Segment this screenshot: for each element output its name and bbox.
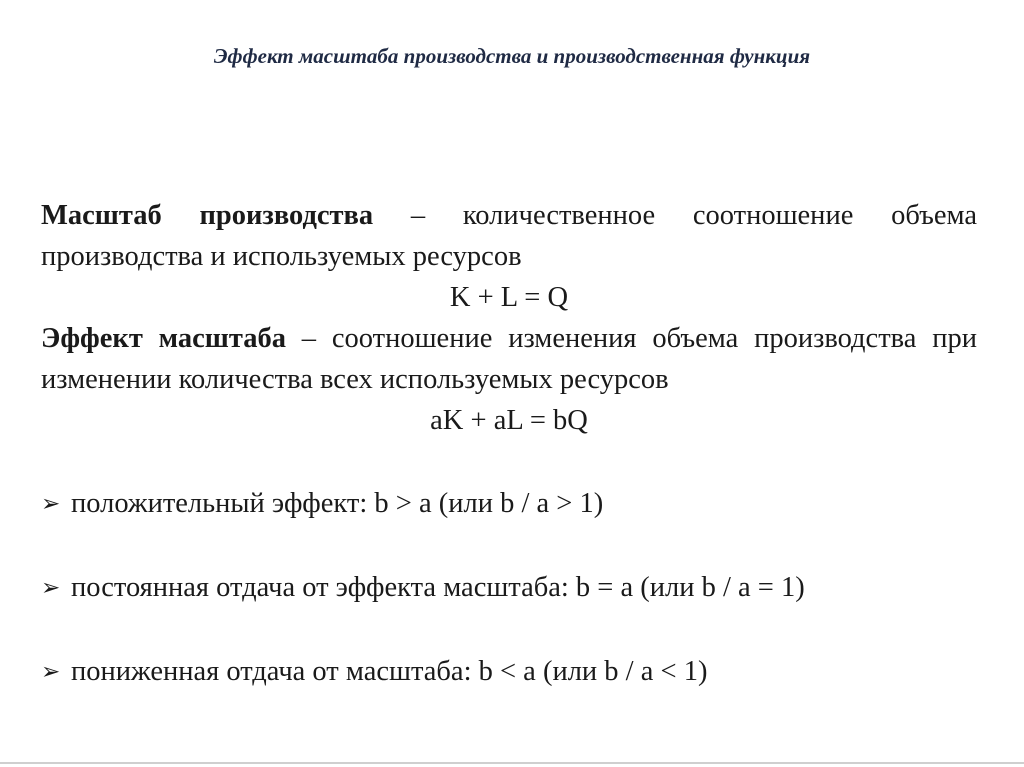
bullet-item xyxy=(41,651,977,693)
bullet-item xyxy=(41,483,977,525)
effect-definition xyxy=(41,318,977,400)
bottom-divider xyxy=(0,762,1024,764)
arrow-bullet-icon: ➢ xyxy=(41,575,61,600)
bullet-text: пониженная отдача от масштаба: b < a (или b / a < 1) xyxy=(71,656,708,687)
effect-text: – соотношение изменения объема производства при изменении количества всех используемых ресурсов xyxy=(41,323,977,395)
scale-formula: K + L = Q xyxy=(449,282,569,313)
spacer xyxy=(41,525,977,567)
slide-content xyxy=(41,195,977,693)
bullet-text: положительный эффект: b > a (или b / a > 1) xyxy=(71,488,604,519)
spacer xyxy=(41,441,977,483)
bullet-item xyxy=(41,567,977,609)
bullet-text: постоянная отдача от эффекта масштаба: b = a (или b / a = 1) xyxy=(71,572,805,603)
scale-definition xyxy=(41,195,977,277)
spacer xyxy=(41,609,977,651)
slide-title: Эффект масштаба производства и производственная функция xyxy=(213,44,811,68)
arrow-bullet-icon: ➢ xyxy=(41,491,61,516)
arrow-bullet-icon: ➢ xyxy=(41,659,61,684)
scale-text: – количественное соотношение объема производства и используемых ресурсов xyxy=(41,200,977,272)
effect-term: Эффект масштаба xyxy=(41,323,286,354)
scale-term: Масштаб производства xyxy=(41,200,374,231)
effect-formula: aK + aL = bQ xyxy=(430,405,588,436)
